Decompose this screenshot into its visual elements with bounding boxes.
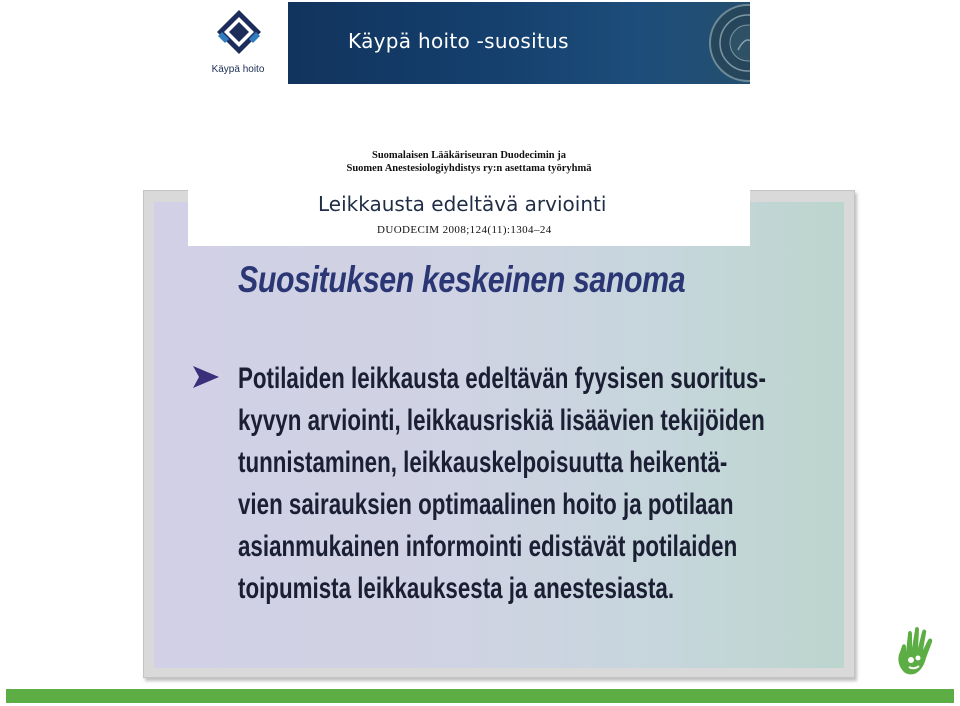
key-message-line: vien sairauksien optimaalinen hoito ja potilaan	[238, 488, 734, 521]
key-message-line: kyvyn arviointi, leikkausriskiä lisäävien tekijöiden	[238, 404, 765, 437]
commissioning-body-line-2: Suomen Anestesiologiyhdistys ry:n asettama työryhmä	[346, 163, 592, 174]
footer-bar	[6, 689, 954, 703]
kaypa-hoito-diamond-logo-icon	[216, 9, 262, 55]
commissioning-body-line-1: Suomalaisen Lääkäriseuran Duodecimin ja	[372, 150, 566, 161]
key-message-paragraph	[238, 358, 947, 610]
green-hand-logo-icon	[890, 622, 946, 678]
slide-heading: Suosituksen keskeinen sanoma	[238, 259, 686, 300]
bullet-arrow-icon	[193, 366, 219, 388]
key-message-line: asianmukainen informointi edistävät potilaiden	[238, 530, 738, 563]
document-title: Leikkausta edeltävä arviointi	[318, 192, 607, 216]
brand-logo	[188, 2, 288, 84]
logo-caption: Käypä hoito	[211, 64, 265, 75]
medical-society-seal-icon	[698, 2, 750, 84]
citation-reference: DUODECIM 2008;124(11):1304–24	[377, 224, 552, 236]
key-message-line: toipumista leikkauksesta ja anestesiasta.	[238, 572, 675, 605]
brand-bar	[188, 2, 750, 84]
key-message-line: tunnistaminen, leikkauskelpoisuutta heikentä-	[238, 446, 728, 479]
key-message-line: Potilaiden leikkausta edeltävän fyysisen suoritus-	[238, 362, 766, 395]
brand-title: Käypä hoito -suositus	[348, 29, 569, 53]
document-header	[188, 2, 750, 246]
